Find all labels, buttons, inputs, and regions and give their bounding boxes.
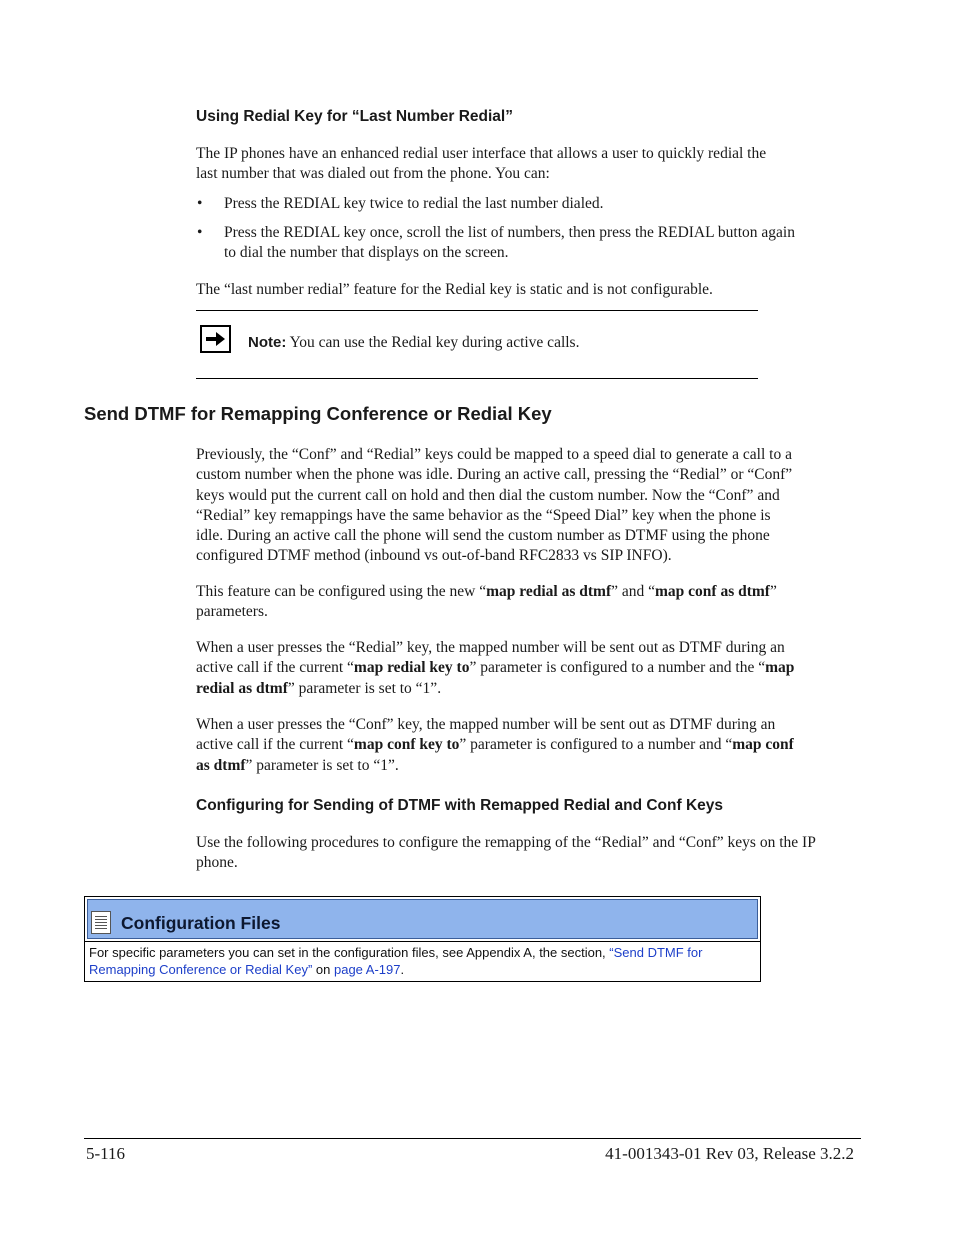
paragraph-line: configured DTMF method (inbound vs out-of-band RFC2833 vs SIP INFO). — [196, 547, 672, 565]
subsection-heading-configuring: Configuring for Sending of DTMF with Remapped Redial and Conf Keys — [196, 797, 723, 814]
text-run: ” and “ — [611, 583, 655, 600]
arrow-right-icon — [200, 325, 231, 353]
bullet-symbol: • — [197, 195, 203, 212]
paragraph-line: custom number when the phone was idle. During an active call, pressing the “Redial” or “Conf” — [196, 466, 793, 484]
paragraph-line — [196, 735, 861, 755]
bullet-item — [197, 223, 857, 267]
text-run: For specific parameters you can set in the configuration files, see Appendix A, the section, — [89, 945, 610, 960]
note-top-rule — [196, 310, 758, 311]
text-run: ” — [769, 583, 777, 600]
paragraph-line: idle. During an active call the phone will send the custom number as DTMF using the phone — [196, 527, 770, 545]
paragraph-line: Previously, the “Conf” and “Redial” keys could be mapped to a speed dial to generate a call to a — [196, 446, 792, 463]
section-link[interactable]: “Send DTMF for — [609, 945, 703, 960]
bullet-text: Press the REDIAL key twice to redial the last number dialed. — [224, 195, 604, 212]
footer-rule — [84, 1138, 861, 1139]
config-files-body — [89, 944, 754, 978]
paragraph-conf-key — [196, 715, 861, 776]
text-run: active call if the current “ — [196, 736, 354, 754]
text-run: ” parameter is set to “1”. — [287, 679, 442, 697]
param-name: map conf as dtmf — [655, 583, 770, 600]
paragraph-procedures — [196, 833, 861, 874]
paragraph-line: Use the following procedures to configure the remapping of the “Redial” and “Conf” keys on the IP — [196, 834, 816, 851]
closing-paragraph: The “last number redial” feature for the Redial key is static and is not configurable. — [196, 281, 713, 298]
bullet-item — [197, 194, 857, 216]
subsection-heading-last-number-redial: Using Redial Key for “Last Number Redial” — [196, 108, 513, 125]
param-name: map — [765, 659, 795, 677]
footer-doc-id: 41-001343-01 Rev 03, Release 3.2.2 — [605, 1144, 854, 1163]
config-files-divider — [84, 941, 761, 942]
param-name: as dtmf — [196, 756, 246, 774]
paragraph-line: When a user presses the “Conf” key, the mapped number will be sent out as DTMF during an — [196, 716, 776, 733]
param-name: map conf — [732, 736, 794, 754]
text-run: This feature can be configured using the new “ — [196, 583, 487, 600]
text-run: ” parameter is set to “1”. — [245, 756, 399, 774]
paragraph-line — [196, 658, 861, 678]
page-link[interactable]: page A-197 — [333, 962, 401, 977]
text-run: on — [312, 962, 334, 977]
text-run: ” parameter is configured to a number and the “ — [469, 659, 766, 677]
text-run: ” parameter is configured to a number and “ — [459, 736, 733, 754]
text-run: active call if the current “ — [196, 659, 354, 677]
paragraph-line: keys would put the current call on hold and then dial the custom number. Now the “Conf” and — [196, 486, 780, 504]
intro-line: last number that was dialed out from the phone. You can: — [196, 165, 550, 183]
param-name: map conf key to — [353, 736, 460, 754]
paragraph-line: “Redial” key remappings have the same behavior as the “Speed Dial” key when the phone is — [196, 506, 771, 524]
note-label: Note: — [248, 334, 287, 351]
note — [248, 333, 748, 353]
paragraph-line — [196, 679, 861, 699]
text-run: . — [400, 962, 405, 977]
paragraph-redial-key — [196, 638, 861, 699]
paragraph-line — [196, 582, 861, 602]
paragraph-feature-config — [196, 582, 861, 623]
section-heading-send-dtmf: Send DTMF for Remapping Conference or Redial Key — [84, 403, 552, 424]
intro-line: The IP phones have an enhanced redial user interface that allows a user to quickly redial the — [196, 145, 767, 162]
bullet-text-line: to dial the number that displays on the screen. — [224, 244, 509, 262]
config-files-title: Configuration Files — [121, 913, 281, 933]
param-name: map redial key to — [353, 659, 470, 677]
param-name: redial as dtmf — [196, 679, 288, 697]
paragraph-previously — [196, 445, 861, 567]
paragraph-line — [196, 756, 861, 776]
footer-page-number: 5-116 — [86, 1144, 126, 1163]
paragraph-line: When a user presses the “Redial” key, the mapped number will be sent out as DTMF during an — [196, 639, 785, 656]
paragraph-line: parameters. — [196, 603, 268, 621]
section-link[interactable]: Remapping Conference or Redial Key” — [89, 962, 313, 977]
intro-paragraph — [196, 144, 861, 185]
bullet-text-line: Press the REDIAL key once, scroll the list of numbers, then press the REDIAL button again — [224, 224, 795, 241]
note-text: You can use the Redial key during active calls. — [286, 334, 580, 351]
bullet-symbol: • — [197, 224, 203, 241]
paragraph-line: phone. — [196, 854, 238, 872]
note-bottom-rule — [196, 378, 758, 379]
document-icon — [91, 911, 111, 934]
param-name: map redial as dtmf — [486, 583, 612, 600]
